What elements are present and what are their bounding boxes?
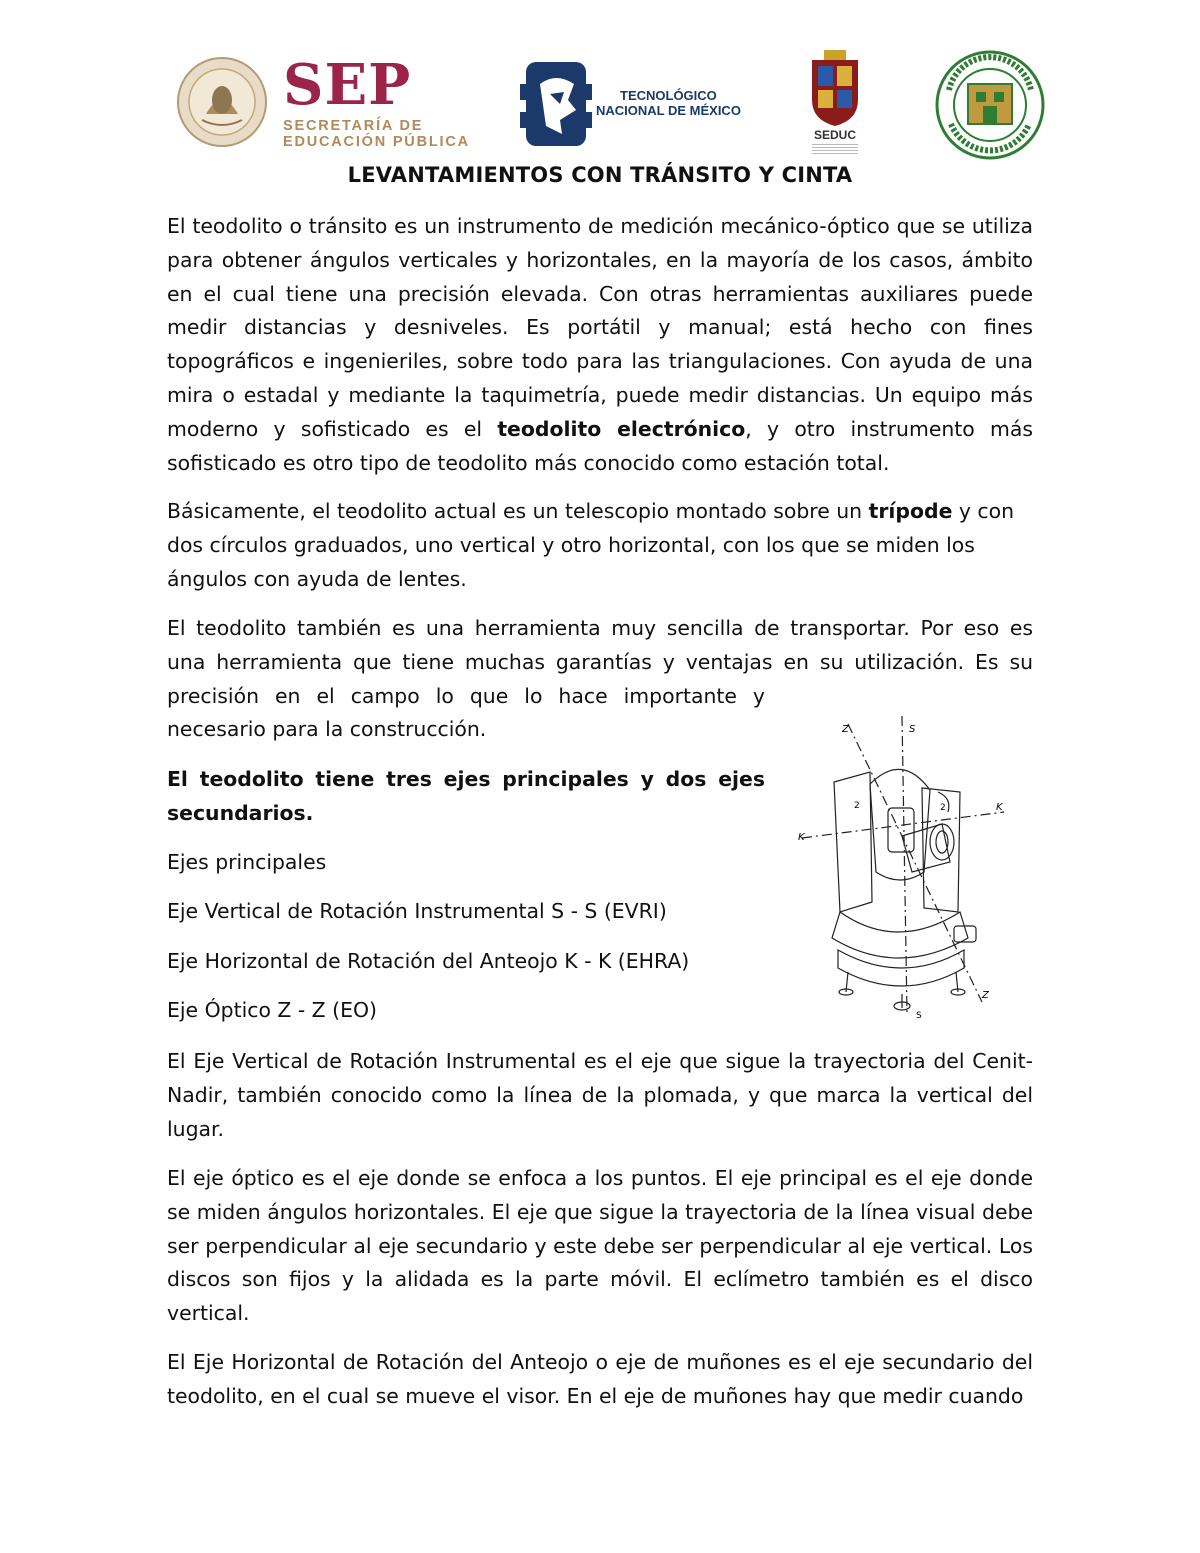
ejes-principales-label: Ejes principales	[167, 850, 327, 874]
paragraph-3-line-4: necesario para la construcción.	[167, 717, 487, 742]
paragraph-1-text	[167, 210, 1033, 480]
paragraph-2-part1: Básicamente, el teodolito actual es un telescopio montado sobre un	[167, 499, 869, 523]
tecnm-gear-logo	[520, 54, 592, 154]
label-k-left: K	[798, 832, 805, 843]
eje-optico: Eje Óptico Z - Z (EO)	[167, 997, 377, 1022]
paragraph-2	[167, 495, 1027, 596]
its-hopelchen-logo	[935, 50, 1045, 160]
paragraph-1-part2: , y otro instrumento más sofisticado es otro tipo de teodolito más conocido como estación total.	[167, 416, 1033, 475]
label-z-top: Z	[842, 724, 849, 735]
paragraph-5-text: El eje óptico es el eje donde se enfoca a los puntos. El eje principal es el eje donde se miden ángulos horizontales. El eje que sigue la trayectoria de la línea visual debe ser perpendicular al eje secundario y este debe ser perpendicular al eje vertical. Los discos son fijos y la alidada es la parte móvil. El eclímetro también es el disco vertical.	[167, 1166, 1033, 1326]
eje-horizontal: Eje Horizontal de Rotación del Anteojo K - K (EHRA)	[167, 948, 690, 973]
paragraph-5	[167, 1162, 1033, 1331]
label-z-bottom: Z	[982, 990, 989, 1001]
tecnm-logo-text	[596, 88, 746, 118]
label-2-right: 2	[940, 803, 946, 813]
label-k-right: K	[996, 802, 1003, 813]
paragraph-3-line-3: precisión en el campo lo que lo hace importante y	[167, 683, 765, 708]
label-s-top: S	[909, 724, 916, 735]
seduc-logo-text: SEDUC	[813, 128, 856, 142]
sep-logo-line2: EDUCACIÓN PÚBLICA	[283, 134, 470, 150]
paragraph-4	[167, 1045, 1033, 1146]
label-s-bottom: S	[916, 1011, 922, 1021]
paragraph-4-text: El Eje Vertical de Rotación Instrumental es el eje que sigue la trayectoria del Cenit-Nadir, también conocido como la línea de la plomada, y que marca la vertical del lugar.	[167, 1049, 1033, 1141]
label-2-left: 2	[854, 801, 860, 811]
seduc-logo-subtext	[812, 144, 858, 156]
paragraph-6	[167, 1346, 1033, 1414]
axes-heading-text: El teodolito tiene tres ejes principales y dos ejes secundarios.	[167, 767, 765, 825]
theodolite-diagram	[792, 712, 1017, 1022]
seduc-shield-logo	[808, 50, 862, 128]
sep-logo-line1: SECRETARÍA DE	[283, 118, 424, 134]
paragraph-2-part2: y con dos círculos graduados, uno vertical y otro horizontal, con los que se miden los ángulos con ayuda de lentes.	[167, 499, 1015, 591]
sep-logo	[283, 52, 473, 156]
paragraph-1	[167, 210, 1033, 480]
document-title: LEVANTAMIENTOS CON TRÁNSITO Y CINTA	[347, 163, 853, 187]
header-logos	[0, 48, 1200, 168]
paragraph-2-bold: trípode	[868, 499, 953, 523]
tecnm-line1: TECNOLÓGICO	[620, 88, 717, 103]
tecnm-line2: NACIONAL DE MÉXICO	[596, 103, 741, 118]
paragraph-1-bold: teodolito electrónico	[497, 416, 746, 441]
sep-logo-name: SEP	[283, 52, 412, 118]
paragraph-6-text: El Eje Horizontal de Rotación del Anteojo o eje de muñones es el eje secundario del teodolito, en el cual se mueve el visor. En el eje de muñones hay que medir cuando	[167, 1350, 1033, 1408]
paragraph-3-line-1: El teodolito también es una herramienta muy sencilla de transportar. Por eso es	[167, 616, 1033, 640]
mexico-seal-logo	[176, 56, 268, 148]
paragraph-1-part1: El teodolito o tránsito es un instrumento de medición mecánico-óptico que se utiliza para obtener ángulos verticales y horizontales, en la mayoría de los casos, ámbito en el cual tiene una precisión elevada. Con otras herramientas auxiliares puede medir distancias y desniveles. Es portátil y manual; está hecho con fines topográficos e ingenieriles, sobre todo para las triangulaciones. Con ayuda de una mira o estadal y mediante la taquimetría, puede medir distancias. Un equipo más moderno y sofisticado es el	[167, 214, 1033, 441]
axes-heading	[167, 763, 765, 831]
eje-vertical: Eje Vertical de Rotación Instrumental S - S (EVRI)	[167, 899, 667, 924]
paragraph-2-text	[167, 495, 1027, 596]
paragraph-3-line-2: una herramienta que tiene muchas garantías y ventajas en su utilización. Es su	[167, 649, 1033, 674]
